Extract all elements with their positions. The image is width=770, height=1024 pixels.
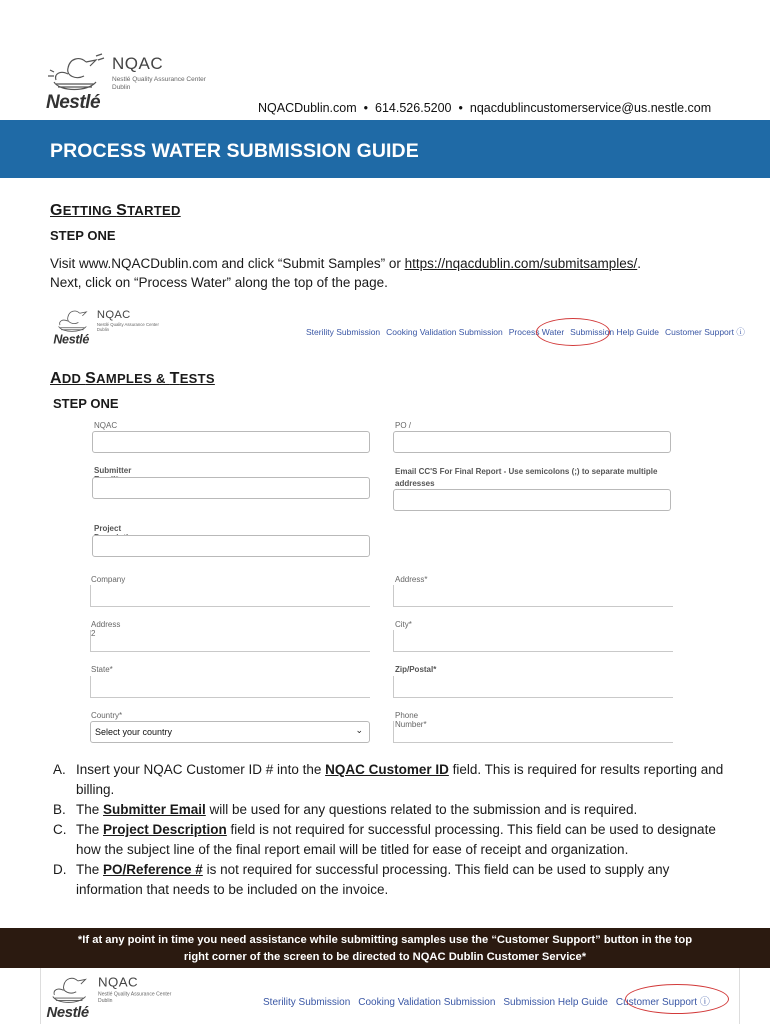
nqac-fullname: Nestlé Quality Assurance Center Dublin bbox=[112, 76, 206, 91]
city-input[interactable] bbox=[393, 630, 673, 652]
nest-birds-icon bbox=[46, 52, 108, 94]
country-select[interactable] bbox=[90, 721, 370, 743]
nestle-nqac-logo bbox=[52, 304, 171, 348]
nav-screenshot bbox=[52, 304, 745, 352]
nestle-wordmark: Nestlé bbox=[53, 333, 89, 347]
footer-nav-screenshot bbox=[40, 968, 740, 1024]
contact-line bbox=[258, 101, 711, 115]
nav-customer-support[interactable]: Customer Support ⓘ bbox=[615, 997, 710, 1008]
separator: • bbox=[458, 101, 463, 115]
separator: • bbox=[363, 101, 369, 115]
submitter-email-input[interactable] bbox=[92, 477, 370, 499]
nestle-nqac-logo bbox=[45, 970, 185, 1021]
state-input[interactable] bbox=[90, 676, 370, 698]
phone-number: 614.526.5200 bbox=[375, 101, 452, 115]
support-note-banner bbox=[0, 928, 770, 968]
customer-id-label: NQAC bbox=[94, 421, 118, 430]
nav-help-guide[interactable]: Submission Help Guide bbox=[570, 327, 659, 337]
list-item: D. The PO/Reference # is not required for successful processing. This field can be used to supply any information that needs to be included on the invoice. bbox=[53, 862, 670, 897]
city-label: City* bbox=[395, 620, 412, 629]
field-explanations bbox=[53, 760, 733, 900]
zip-input[interactable] bbox=[393, 676, 673, 698]
step-label: STEP ONE bbox=[50, 228, 116, 243]
customer-id-input[interactable] bbox=[92, 431, 370, 453]
list-item: A. Insert your NQAC Customer ID # into the NQAC Customer ID field. This is required for results reporting and billing. bbox=[53, 762, 724, 797]
nest-birds-icon bbox=[47, 973, 95, 1006]
email-link[interactable]: nqacdublincustomerservice@us.nestle.com bbox=[469, 101, 712, 115]
project-description-label: Project bbox=[94, 524, 122, 533]
website-link[interactable]: NQACDublin.com bbox=[258, 101, 357, 115]
chevron-down-icon: ⌄ bbox=[355, 725, 363, 735]
page-title: PROCESS WATER SUBMISSION GUIDE bbox=[50, 140, 419, 162]
section-title-getting-started: GETTING STARTED bbox=[50, 202, 181, 219]
step-label: STEP ONE bbox=[53, 396, 119, 411]
nestle-wordmark: Nestlé bbox=[46, 1004, 89, 1021]
nav-help-guide[interactable]: Submission Help Guide bbox=[503, 997, 608, 1008]
nav-process-water[interactable]: Process Water bbox=[508, 327, 565, 337]
nav-sterility-submission[interactable]: Sterility Submission bbox=[306, 327, 381, 337]
nestle-wordmark: Nestlé bbox=[46, 92, 101, 113]
nav-sterility-submission[interactable]: Sterility Submission bbox=[263, 997, 351, 1008]
po-label: PO / bbox=[395, 421, 412, 430]
state-label: State* bbox=[91, 665, 113, 674]
country-label: Country* bbox=[91, 711, 123, 720]
company-label: Company bbox=[91, 575, 126, 584]
title-banner bbox=[0, 120, 770, 178]
nqac-wordmark: NQAC bbox=[96, 307, 131, 321]
email-cc-label: Email CC'S For Final Report - Use semicolons (;) to separate multiple addresses bbox=[395, 467, 658, 488]
site-nav bbox=[306, 326, 751, 338]
highlight-circle bbox=[625, 984, 729, 1014]
nqac-wordmark: NQAC bbox=[112, 54, 164, 73]
nqac-fullname: Nestlé Quality Assurance Center Dublin bbox=[98, 991, 172, 1004]
nav-customer-support[interactable]: Customer Support ⓘ bbox=[664, 327, 745, 337]
nav-cooking-validation[interactable]: Cooking Validation Submission bbox=[358, 997, 496, 1008]
phone-input[interactable] bbox=[393, 721, 673, 743]
zip-label: Zip/Postal* bbox=[395, 665, 437, 674]
list-item: C. The Project Description field is not required for successful processing. This field can be used to designate how the subject line of the final report email will be titled for ease of receipt and organization. bbox=[53, 822, 716, 857]
support-note-line2: right corner of the screen to be directed to NQAC Dublin Customer Service* bbox=[183, 951, 587, 963]
list-item: B. The Submitter Email will be used for any questions related to the submission and is required. bbox=[53, 802, 638, 817]
nest-birds-icon bbox=[53, 307, 94, 335]
address2-input[interactable] bbox=[90, 630, 370, 652]
address2-label: Address 2 bbox=[91, 620, 121, 638]
project-description-input[interactable] bbox=[92, 535, 370, 557]
company-input[interactable] bbox=[90, 585, 370, 607]
highlight-circle bbox=[536, 318, 610, 346]
submitter-email-label: Submitter bbox=[94, 466, 132, 475]
address-label: Address* bbox=[395, 575, 428, 584]
instructions-paragraph: Visit www.NQACDublin.com and click “Submit Samples” or https://nqacdublin.com/submitsamples/. Next, click on “Process Water” along the top of the page. bbox=[50, 256, 641, 290]
support-note-line1: *If at any point in time you need assistance while submitting samples use the “Customer Support” button in the top bbox=[77, 934, 693, 946]
section-title-add-samples: ADD SAMPLES & TESTS bbox=[50, 370, 215, 387]
email-cc-input[interactable] bbox=[393, 489, 671, 511]
nav-cooking-validation[interactable]: Cooking Validation Submission bbox=[386, 327, 503, 337]
nqac-fullname: Nestlé Quality Assurance Center Dublin bbox=[96, 322, 159, 333]
submit-samples-link[interactable]: https://nqacdublin.com/submitsamples/ bbox=[404, 256, 638, 271]
nestle-nqac-logo bbox=[44, 48, 224, 114]
nqac-wordmark: NQAC bbox=[98, 974, 138, 990]
po-input[interactable] bbox=[393, 431, 671, 453]
country-select-value: Select your country bbox=[95, 727, 173, 737]
address-input[interactable] bbox=[393, 585, 673, 607]
phone-label: Phone Number* bbox=[395, 711, 427, 729]
